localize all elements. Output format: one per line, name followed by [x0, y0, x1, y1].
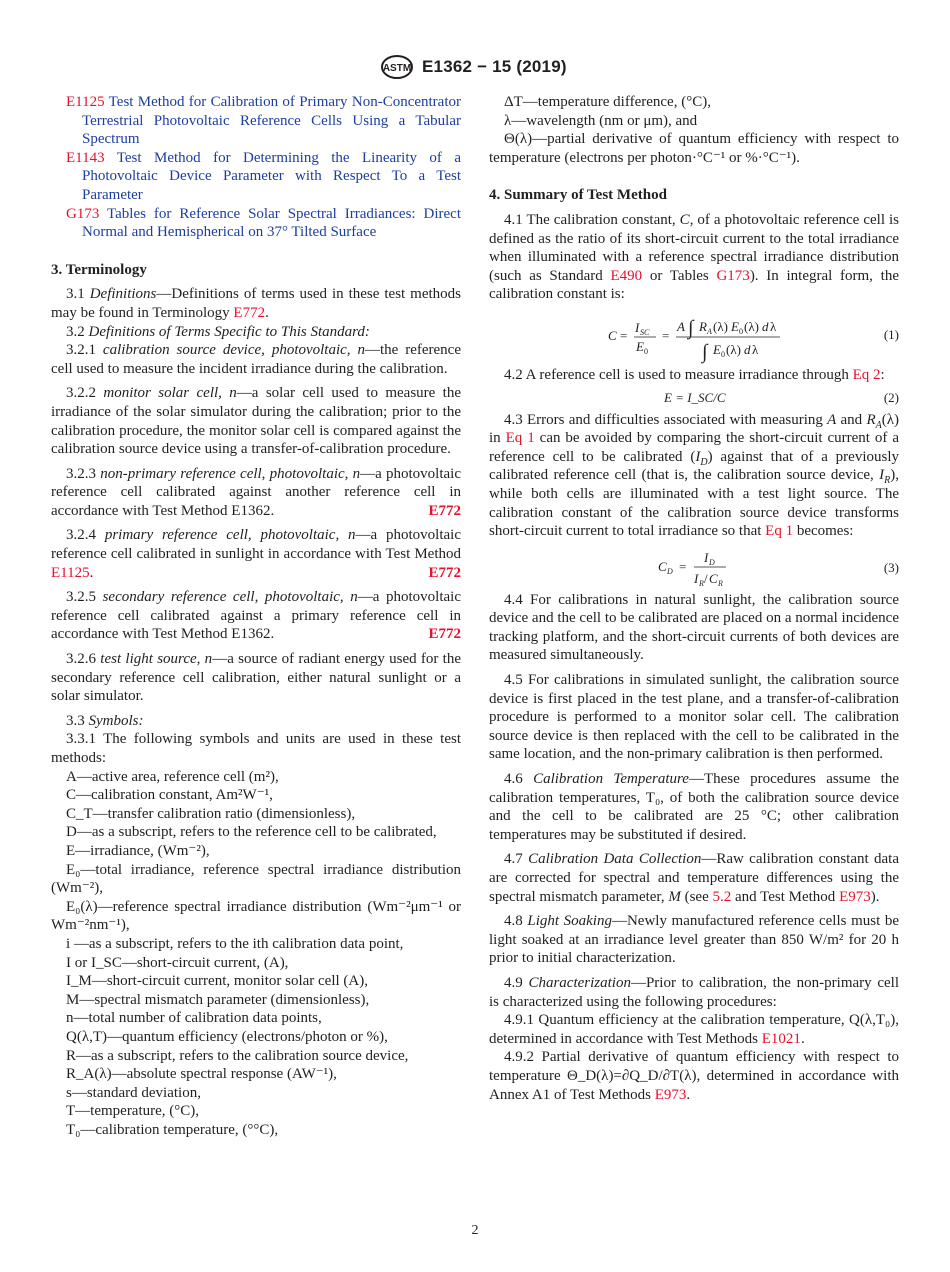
- ref-link-e973[interactable]: E973: [839, 888, 871, 905]
- svg-text:D: D: [667, 566, 673, 576]
- svg-text:R: R: [718, 578, 723, 588]
- section-heading-terminology: 3. Terminology: [51, 261, 147, 278]
- left-column: [51, 93, 461, 1139]
- symbol-item: s—standard deviation,: [66, 1084, 201, 1101]
- ref-link-e1021[interactable]: E1021: [761, 1030, 801, 1047]
- svg-text:I: I: [694, 570, 699, 586]
- ref-title[interactable]: Tables for Reference Solar Spectral Irradiances: Direct Normal and Hemispherical on 37° Tilted Surface: [82, 205, 461, 241]
- svg-text:C: C: [658, 558, 667, 574]
- symbol-item: Θ(λ)—partial derivative of quantum efficiency with respect to temperature (electrons per photon·°C⁻¹ or %·°C⁻¹).: [489, 131, 899, 166]
- ref-link-e772[interactable]: E772: [428, 626, 461, 643]
- term-3-2-2: 3.2.2 monitor solar cell, n—a solar cell used to measure the irradiance of the solar simulator during the calibration; prior to the calibration procedure, the monitor solar cell is compared against the calibration source device using a transfer-of-calibration procedure.: [51, 385, 462, 458]
- symbol-item: T₀—calibration temperature, (°°C),: [66, 1121, 279, 1138]
- svg-text:A: A: [707, 326, 712, 336]
- symbol-item: C_T—transfer calibration ratio (dimensionless),: [66, 805, 356, 822]
- term-3-2-5: 3.2.5 secondary reference cell, photovoltaic, n—a photovoltaic reference cell calibrated against a primary reference cell in accordance with Test Method E1362. E772: [51, 589, 461, 643]
- svg-text:R: R: [699, 578, 704, 588]
- svg-text:(λ): (λ): [726, 341, 741, 357]
- para-4-3: 4.3 Errors and difficulties associated with measuring A and $R_A(\lambda)$ in Eq 1 can be avoided by comparing the short-circuit current of a reference cell to be calibrated $(I_D)$ against that of a previously calibrated reference cell (that is, the calibration source device, $I_R$), while both cells are illuminated with a test light source. The calibration constant of the calibration source device transforms short-circuit current to total irradiance so that Eq 1 becomes:: [489, 411, 899, 540]
- term-3-2-6: 3.2.6 test light source, n—a source of radiant energy used for the secondary reference cell calibration, either natural sunlight or a solar simulator.: [51, 651, 462, 705]
- svg-text:0: 0: [644, 346, 648, 356]
- equation-number: (3): [883, 559, 899, 575]
- symbol-item: E—irradiance, (Wm⁻²),: [66, 842, 210, 859]
- ref-title[interactable]: Test Method for Determining the Linearity of a Photovoltaic Device Parameter with Respect To a Test Parameter: [82, 149, 461, 203]
- para-4-7: 4.7 Calibration Data Collection—Raw calibration constant data are corrected for spectral and temperature differences using the spectral mismatch parameter, M (see 5.2 and Test Method E973).: [489, 851, 899, 905]
- ref-link-e772[interactable]: E772: [428, 564, 461, 581]
- ref-link-5-2[interactable]: 5.2: [712, 888, 732, 905]
- para-3-3: 3.3 Symbols:: [66, 712, 144, 729]
- ref-title[interactable]: Test Method for Calibration of Primary Non-Concentrator Terrestrial Photovoltaic Reference Cells Using a Tabular Spectrum: [82, 94, 461, 148]
- symbol-item: D—as a subscript, refers to the reference cell to be calibrated,: [66, 824, 437, 841]
- svg-text:D: D: [709, 557, 715, 567]
- equation-2: [489, 385, 899, 411]
- svg-text:∫: ∫: [688, 316, 694, 339]
- ref-link-e772[interactable]: E772: [233, 304, 266, 321]
- ref-item-e1125: [51, 93, 461, 149]
- svg-text:ASTM: ASTM: [382, 63, 412, 74]
- equation-1: [489, 308, 899, 364]
- ref-link-e772[interactable]: E772: [428, 502, 461, 519]
- ref-link-e490[interactable]: E490: [610, 267, 643, 284]
- equation-3-formula: [654, 545, 854, 591]
- symbol-item: λ—wavelength (nm or μm), and: [504, 112, 698, 129]
- svg-text:=: =: [662, 327, 670, 343]
- symbol-item: T—temperature, (°C),: [66, 1103, 200, 1120]
- ref-link[interactable]: G173: [66, 205, 100, 222]
- para-4-9: 4.9 Characterization—Prior to calibration, the non-primary cell is characterized using the following procedures:: [489, 974, 899, 1010]
- svg-text:λ: λ: [770, 318, 777, 334]
- svg-text:E: E: [713, 341, 721, 357]
- svg-text:0: 0: [739, 326, 743, 336]
- svg-text:0: 0: [721, 349, 725, 359]
- symbol-item: R_A(λ)—absolute spectral response (AW⁻¹),: [66, 1066, 337, 1083]
- svg-text:(λ): (λ): [713, 318, 728, 334]
- symbol-item: M—spectral mismatch parameter (dimensionless),: [66, 991, 370, 1008]
- ref-link[interactable]: E1125: [66, 94, 105, 110]
- svg-text:/: /: [704, 570, 708, 586]
- ref-link-eq2[interactable]: Eq 2: [852, 366, 881, 383]
- svg-text:=: =: [679, 558, 687, 574]
- svg-text:E: E: [636, 338, 644, 354]
- equation-number: (2): [883, 389, 899, 405]
- para-4-9-1: 4.9.1 Quantum efficiency at the calibration temperature, Q(λ,T₀), determined in accordance with Test Methods E1021.: [489, 1012, 899, 1047]
- para-4-2: 4.2 A reference cell is used to measure irradiance through Eq 2:: [504, 366, 885, 383]
- symbol-item: Q(λ,T)—quantum efficiency (electrons/photon or %),: [66, 1028, 388, 1045]
- section-heading-summary: 4. Summary of Test Method: [489, 187, 667, 204]
- right-column: [489, 93, 899, 1104]
- svg-text:=: =: [620, 327, 628, 343]
- ref-link-e1125[interactable]: E1125: [51, 564, 90, 581]
- para-4-8: 4.8 Light Soaking—Newly manufactured reference cells must be light soaked at an irradiance level greater than 850 W/m² for 20 h prior to initial characterization.: [489, 913, 899, 967]
- para-4-9-2: 4.9.2 Partial derivative of quantum efficiency with respect to temperature Θ_D(λ)=∂Q_D/∂T(λ), determined in accordance with Annex A1 of Test Methods E973.: [489, 1049, 899, 1103]
- equation-2-formula: E = I_SC/C: [664, 389, 726, 405]
- symbol-item: E₀—total irradiance, reference spectral irradiance distribution (Wm⁻²),: [51, 861, 461, 897]
- para-3-2: 3.2 Definitions of Terms Specific to This Standard:: [66, 323, 370, 340]
- symbol-item: ΔT—temperature difference, (°C),: [504, 94, 711, 110]
- svg-text:(λ): (λ): [744, 318, 759, 334]
- symbol-item: i —as a subscript, refers to the ith calibration data point,: [66, 935, 404, 952]
- document-designation: E1362 − 15 (2019): [422, 57, 567, 76]
- equation-number: (1): [883, 326, 899, 342]
- equation-1-formula: [604, 308, 904, 364]
- svg-text:d: d: [744, 341, 751, 357]
- symbol-item: C—calibration constant, Am²W⁻¹,: [66, 787, 273, 804]
- symbol-item: E₀(λ)—reference spectral irradiance distribution (Wm⁻²μm⁻¹ or Wm⁻²nm⁻¹),: [51, 898, 461, 934]
- para-4-5: 4.5 For calibrations in simulated sunlight, the calibration source device is first placed in the test plane, and a transfer-of-calibration procedure is performed to a monitor solar cell. The calibration source device is then replaced with the cell to be calibrated in the same location, and the non-primary calibration is then performed.: [489, 672, 899, 763]
- term-3-2-4: 3.2.4 primary reference cell, photovoltaic, n—a photovoltaic reference cell calibrated in sunlight in accordance with Test Method E1125. E772: [51, 527, 461, 581]
- para-4-6: 4.6 Calibration Temperature—These procedures assume the calibration temperatures, T₀, of both the calibration source device and the cell to be calibrated are 25 °C; other calibration temperatures may be substituted if desired.: [489, 771, 899, 843]
- ref-link-eq1[interactable]: Eq 1: [765, 523, 794, 540]
- svg-text:d: d: [762, 318, 769, 334]
- para-4-1: 4.1 The calibration constant, C, of a photovoltaic reference cell is defined as the ratio of its short-circuit current to the total irradiance when illuminated with a reference spectral irradiance distribution (such as Standard E490 or Tables G173). In integral form, the calibration constant is:: [489, 211, 899, 303]
- term-3-2-3: 3.2.3 non-primary reference cell, photovoltaic, n—a photovoltaic reference cell calibrated against another reference cell in accordance with Test Method E1362. E772: [51, 465, 461, 519]
- svg-text:I: I: [704, 549, 709, 565]
- para-3-1: 3.1 Definitions—Definitions of terms used in these test methods may be found in Terminology E772.: [51, 286, 461, 321]
- page-number: 2: [471, 1223, 479, 1238]
- symbol-item: I_M—short-circuit current, monitor solar cell (A),: [66, 973, 368, 990]
- ref-link[interactable]: E1143: [66, 149, 105, 166]
- ref-item-g173: [51, 205, 461, 242]
- ref-item-e1143: [51, 149, 461, 205]
- para-4-4: 4.4 For calibrations in natural sunlight, the calibration source device and the cell to be calibrated are placed on a normal incidence tracking platform, and the short-circuit currents of both devices are measured simultaneously.: [489, 591, 899, 664]
- symbol-list: [51, 768, 461, 1140]
- symbol-item: A—active area, reference cell (m²),: [66, 768, 279, 785]
- equation-3: [489, 545, 899, 591]
- svg-text:I: I: [635, 319, 640, 335]
- svg-text:R: R: [699, 318, 707, 334]
- svg-text:∫: ∫: [702, 340, 708, 363]
- svg-text:λ: λ: [752, 341, 759, 357]
- ref-link-g173[interactable]: G173: [716, 267, 750, 284]
- svg-text:A: A: [677, 318, 685, 334]
- symbol-item: I or I_SC—short-circuit current, (A),: [66, 954, 289, 971]
- symbol-item: R—as a subscript, refers to the calibration source device,: [66, 1047, 409, 1064]
- para-3-3-1: 3.3.1 The following symbols and units are used in these test methods:: [51, 731, 461, 766]
- astm-logo-icon: [380, 54, 414, 80]
- symbol-item: n—total number of calibration data points,: [66, 1010, 322, 1027]
- term-3-2-1: 3.2.1 calibration source device, photovoltaic, n—the reference cell used to measure the incident irradiance during the calibration.: [51, 342, 462, 377]
- ref-link-e973[interactable]: E973: [654, 1086, 687, 1103]
- svg-text:E: E: [731, 318, 739, 334]
- ref-link-eq1[interactable]: Eq 1: [505, 430, 535, 447]
- svg-text:SC: SC: [640, 327, 650, 337]
- svg-text:C: C: [709, 570, 718, 586]
- svg-text:C: C: [608, 327, 617, 343]
